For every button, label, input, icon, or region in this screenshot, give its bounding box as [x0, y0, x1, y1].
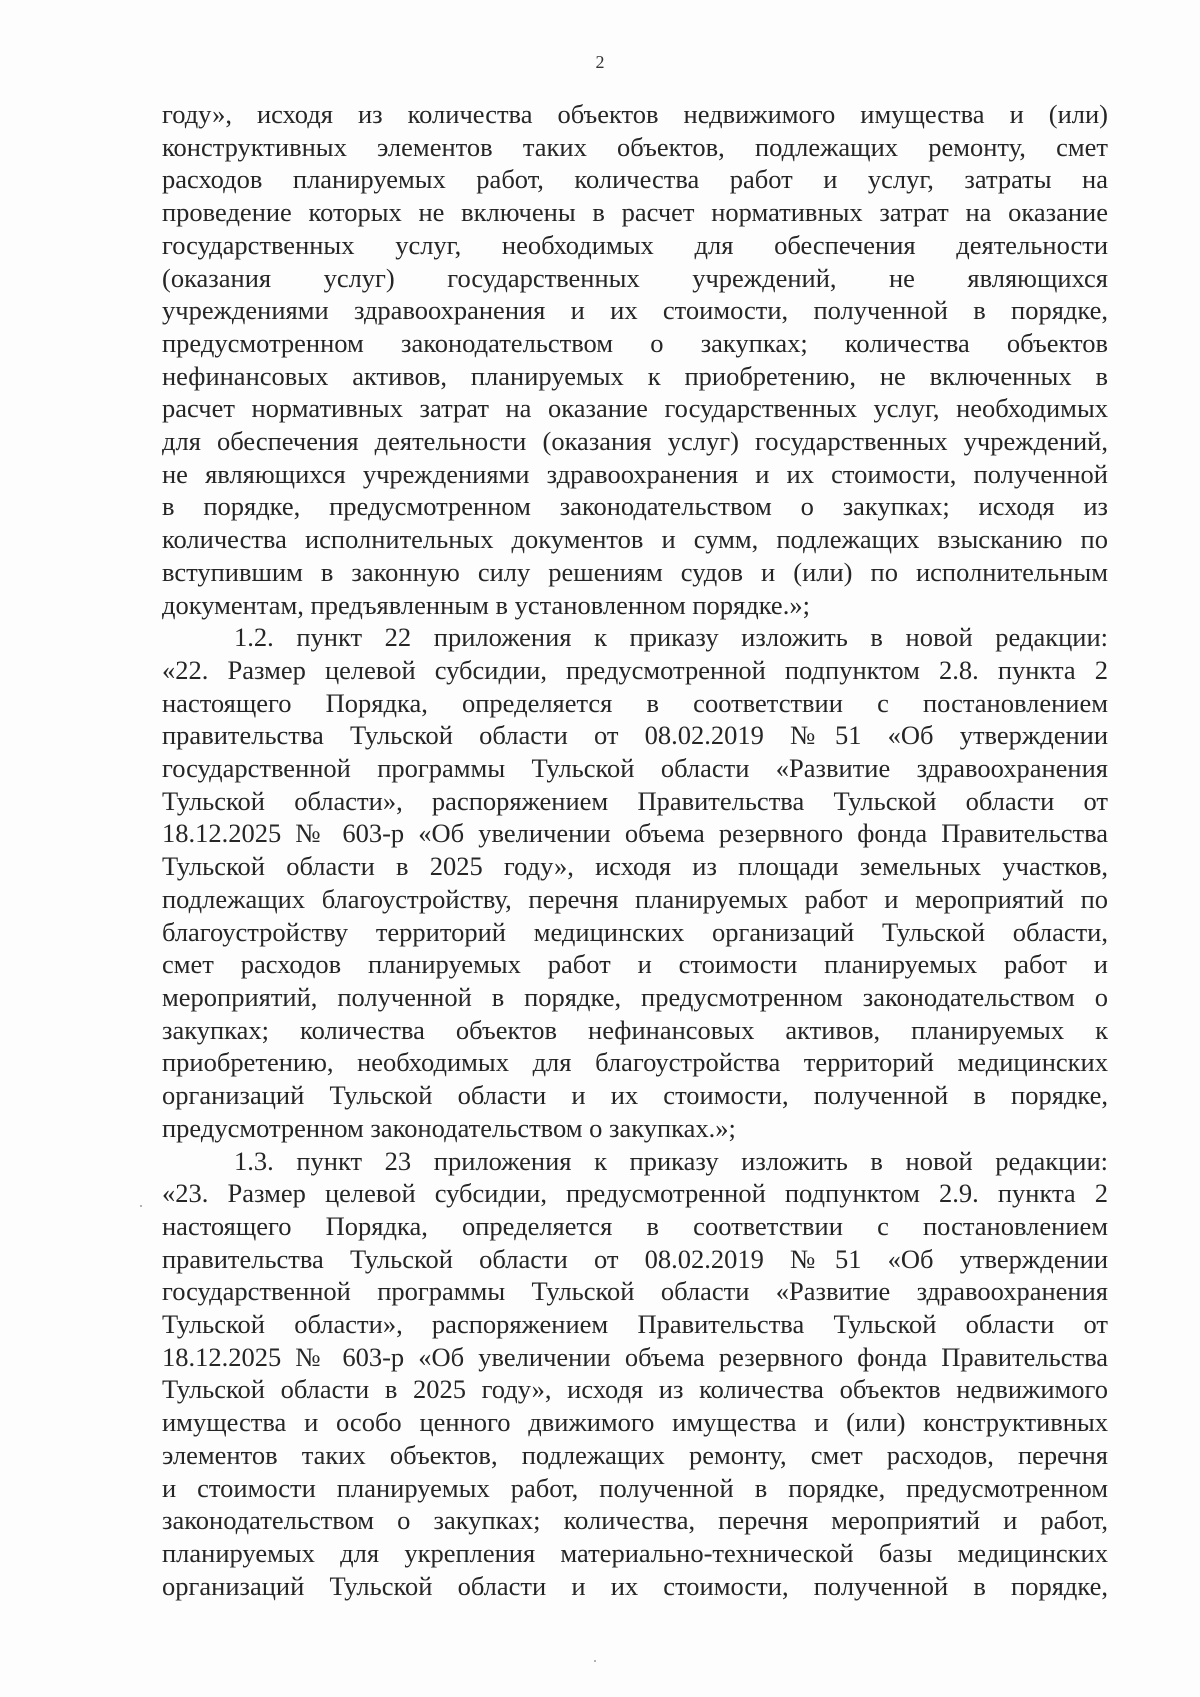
text-line: 18.12.2025 № 603-р «Об увеличении объема резервного фонда Правительства	[162, 1341, 1108, 1372]
text-line: правительства Тульской области от 08.02.2019 №51 «Об утверждении	[162, 720, 1108, 751]
text-line: году», исходя из количества объектов недвижимого имущества и (или)	[162, 99, 1108, 129]
text-line: Тульской области в 2025 году», исходя из количества объектов недвижимого	[162, 1374, 1108, 1405]
text-line: приобретению, необходимых для благоустройства территорий медицинских	[162, 1047, 1108, 1078]
text-line: благоустройству территорий медицинских организаций Тульской области,	[162, 916, 1108, 947]
body-text	[162, 98, 1108, 1602]
text-line: правительства Тульской области от 08.02.2019 №51 «Об утверждении	[162, 1243, 1108, 1274]
text-line: количества исполнительных документов и сумм, подлежащих взысканию по	[162, 524, 1108, 555]
text-line: Тульской области», распоряжением Правительства Тульской области от	[162, 785, 1108, 816]
text-line: Тульской области», распоряжением Правительства Тульской области от	[162, 1309, 1108, 1340]
text-line: государственной программы Тульской области «Развитие здравоохранения	[162, 753, 1108, 784]
text-line: подлежащих благоустройству, перечня планируемых работ и мероприятий по	[162, 883, 1108, 914]
page-number: 2	[595, 52, 605, 72]
text-line: проведение которых не включены в расчет нормативных затрат на оказание	[162, 197, 1108, 228]
text-line: предусмотренном законодательством о закупках.»;	[162, 1112, 736, 1143]
text-line: организаций Тульской области и их стоимости, полученной в порядке,	[162, 1570, 1108, 1601]
text-line: документам, предъявленным в установленном порядке.»;	[162, 589, 810, 620]
text-line: в порядке, предусмотренном законодательством о закупках; исходя из	[162, 491, 1108, 522]
text-line: и стоимости планируемых работ, полученной в порядке, предусмотренном	[162, 1472, 1108, 1503]
text-line: не являющихся учреждениями здравоохранения и их стоимости, полученной	[162, 458, 1108, 489]
text-line: государственных услуг, необходимых для обеспечения деятельности	[162, 229, 1108, 260]
text-line: расходов планируемых работ, количества работ и услуг, затраты на	[162, 164, 1108, 195]
text-line: вступившим в законную силу решениям судов и (или) по исполнительным	[162, 556, 1108, 587]
text-line: настоящего Порядка, определяется в соответствии с постановлением	[162, 1210, 1108, 1241]
text-line: законодательством о закупках; количества, перечня мероприятий и работ,	[162, 1505, 1108, 1536]
text-line: нефинансовых активов, планируемых к приобретению, не включенных в	[162, 360, 1108, 391]
text-line: имущества и особо ценного движимого имущества и (или) конструктивных	[162, 1407, 1108, 1438]
text-line: учреждениями здравоохранения и их стоимости, полученной в порядке,	[162, 295, 1108, 326]
scan-speck	[140, 1205, 142, 1207]
text-line: государственной программы Тульской области «Развитие здравоохранения	[162, 1276, 1108, 1307]
text-line: «23. Размер целевой субсидии, предусмотренной подпунктом 2.9. пункта 2	[162, 1178, 1108, 1209]
text-line: смет расходов планируемых работ и стоимости планируемых работ и	[162, 949, 1108, 980]
text-line-indented: 1.2. пункт 22 приложения к приказу изложить в новой редакции:	[234, 622, 1108, 653]
text-line: элементов таких объектов, подлежащих ремонту, смет расходов, перечня	[162, 1439, 1108, 1470]
text-line: планируемых для укрепления материально-технической базы медицинских	[162, 1537, 1108, 1568]
text-line: настоящего Порядка, определяется в соответствии с постановлением	[162, 687, 1108, 718]
text-line: мероприятий, полученной в порядке, предусмотренном законодательством о	[162, 981, 1108, 1012]
text-line: конструктивных элементов таких объектов, подлежащих ремонту, смет	[162, 131, 1108, 162]
text-line: (оказания услуг) государственных учреждений, не являющихся	[162, 262, 1108, 293]
text-line: «22. Размер целевой субсидии, предусмотренной подпунктом 2.8. пункта 2	[162, 654, 1108, 685]
text-line: 18.12.2025 № 603-р «Об увеличении объема резервного фонда Правительства	[162, 818, 1108, 849]
text-line: расчет нормативных затрат на оказание государственных услуг, необходимых	[162, 393, 1108, 424]
text-line: закупках; количества объектов нефинансовых активов, планируемых к	[162, 1014, 1108, 1045]
text-line: организаций Тульской области и их стоимости, полученной в порядке,	[162, 1080, 1108, 1111]
text-line: для обеспечения деятельности (оказания услуг) государственных учреждений,	[162, 426, 1108, 457]
text-line: предусмотренном законодательством о закупках; количества объектов	[162, 327, 1108, 358]
text-line-indented: 1.3. пункт 23 приложения к приказу изложить в новой редакции:	[234, 1145, 1108, 1176]
text-line: Тульской области в 2025 году», исходя из площади земельных участков,	[162, 851, 1108, 882]
scan-speck	[594, 1660, 596, 1662]
